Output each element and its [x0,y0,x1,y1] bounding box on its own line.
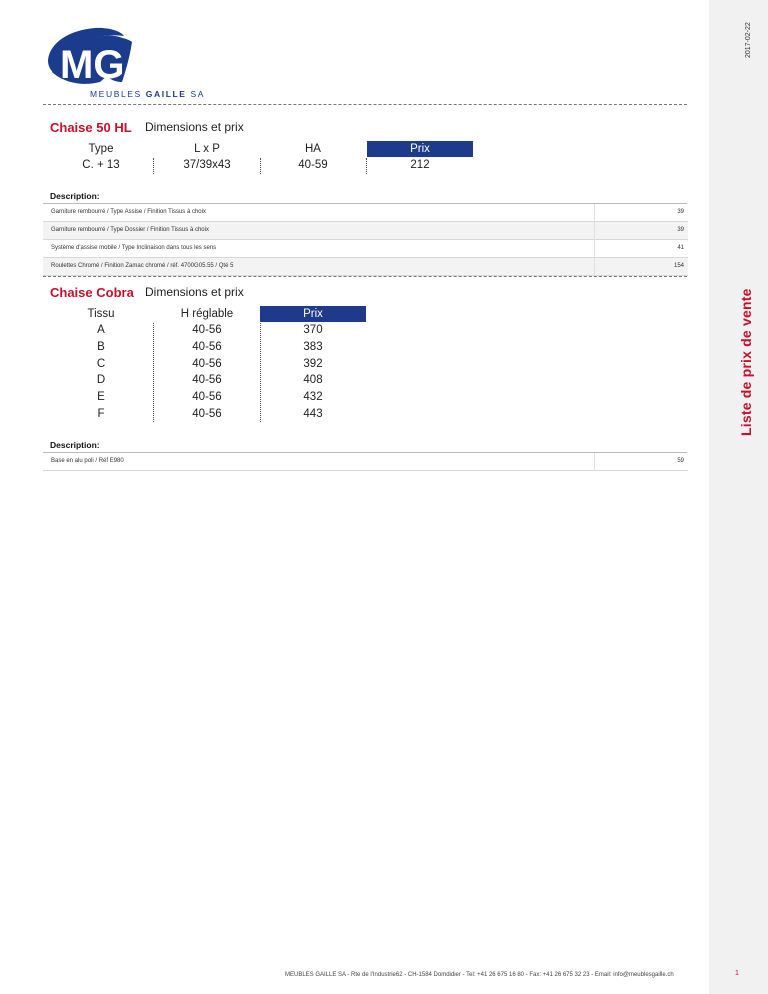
column-header: H réglable [180,308,234,320]
mg-logo-icon [40,22,200,92]
table-cell: 37/39x43 [183,159,231,171]
price-cell: 370 [303,324,323,336]
description-row [43,453,688,471]
table-cell: C [96,358,106,370]
description-price: 39 [677,209,684,215]
side-band [709,0,768,994]
column-divider [153,323,154,422]
company-name: MEUBLES GAILLE SA [90,89,206,99]
svg-text:MG: MG [60,43,125,87]
price-cell: 432 [303,391,323,403]
price-cell: 408 [303,374,323,386]
description-price: 154 [673,263,684,269]
column-header: HA [305,143,321,155]
description-divider [594,240,595,258]
description-price: 39 [677,227,684,233]
price-cell: 392 [303,358,323,370]
column-divider [260,158,261,174]
description-divider [594,258,595,276]
description-row [43,240,688,258]
description-row [43,222,688,240]
description-price: 59 [677,458,684,464]
company-logo [40,22,206,102]
page-number: 1 [735,970,739,977]
table-cell: C. + 13 [82,159,120,171]
description-text: Base en alu poli / Réf E980 [51,458,124,464]
description-text: Système d'assise mobile / Type Inclinaison dans tous les sens [51,245,217,251]
description-row [43,204,688,222]
table-cell: B [97,341,105,353]
column-divider [260,323,261,422]
description-text: Garniture rembourré / Type Dossier / Finition Tissus à choix [51,227,209,233]
section-subtitle: Dimensions et prix [145,120,244,134]
description-label: Description: [50,440,100,450]
price-cell: 443 [303,408,323,420]
table-cell: 40-56 [192,324,222,336]
date-stamp: 2017-02-22 [745,22,752,58]
column-divider [366,158,367,174]
table-cell: 40-56 [192,374,222,386]
table-cell: 40-56 [192,341,222,353]
price-cell: 383 [303,341,323,353]
table-cell: 40-59 [298,159,328,171]
table-cell: D [96,374,106,386]
side-title: Liste de prix de vente [738,288,754,436]
column-header: Type [88,143,114,155]
table-cell: 40-56 [192,391,222,403]
description-price: 41 [677,245,684,251]
table-cell: F [97,408,105,420]
section-separator [43,276,687,277]
table-cell: E [97,391,105,403]
section-subtitle: Dimensions et prix [145,285,244,299]
table-cell: 40-56 [192,358,222,370]
description-label: Description: [50,191,100,201]
price-column-header: Prix [260,306,366,322]
footer-contact: MEUBLES GAILLE SA - Rte de l'Industrie62 - CH-1584 Domdidier - Tel: +41 26 675 16 80 - Fax: +41 26 675 32 23 - Email: info@meublesgaille.ch [285,972,674,978]
section-title: Chaise Cobra [50,285,134,300]
column-header: L x P [194,143,220,155]
description-divider [594,453,595,471]
table-cell: 40-56 [192,408,222,420]
description-divider [594,222,595,240]
column-divider [153,158,154,174]
description-text: Garniture rembourré / Type Assise / Finition Tissus à choix [51,209,206,215]
header-separator [43,104,687,105]
section-title: Chaise 50 HL [50,120,132,135]
description-divider [594,204,595,222]
description-row [43,258,688,276]
price-cell: 212 [410,159,430,171]
column-header: Tissu [87,308,115,320]
table-cell: A [97,324,105,336]
description-text: Roulettes Chromé / Finition Zamac chromé / réf. 4700G05.55 / Qté 5 [51,263,234,269]
price-column-header: Prix [367,141,473,157]
